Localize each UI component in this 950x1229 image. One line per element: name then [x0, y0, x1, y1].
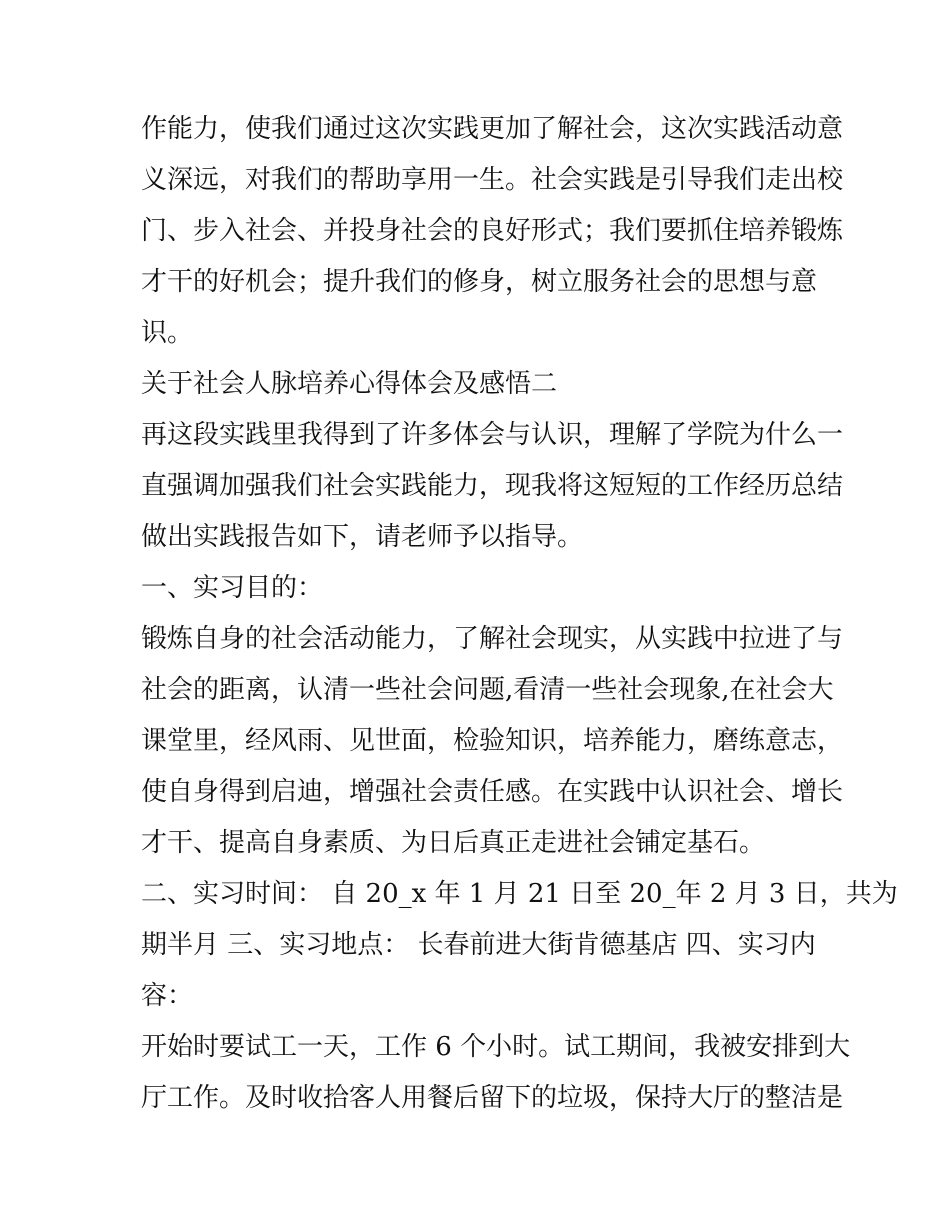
text-line: 识。 — [141, 318, 194, 348]
text-line: 社会的距离，认清一些社会问题,看清一些社会现象,在社会大 — [141, 675, 834, 705]
text-line: 做出实践报告如下，请老师予以指导。 — [141, 522, 584, 552]
section-heading: 关于社会人脉培养心得体会及感悟二 — [141, 369, 558, 399]
body-text — [141, 104, 898, 1124]
subheading-purpose: 一、实习目的： — [141, 573, 324, 603]
text-line: 课堂里，经风雨、见世面，检验知识，培养能力，磨练意志， — [141, 726, 844, 756]
text-line: 再这段实践里我得到了许多体会与认识，理解了学院为什么一 — [141, 420, 844, 450]
text-line: 义深远，对我们的帮助享用一生。社会实践是引导我们走出校 — [141, 165, 844, 195]
text-line: 直强调加强我们社会实践能力，现我将这短短的工作经历总结 — [141, 471, 844, 501]
text-line: 二、实习时间： 自 20_x 年 1 月 21 日至 20_年 2 月 3 日，共为 — [141, 879, 898, 909]
text-line: 厅工作。及时收拾客人用餐后留下的垃圾，保持大厅的整洁是 — [141, 1083, 844, 1113]
text-line: 使自身得到启迪，增强社会责任感。在实践中认识社会、增长 — [141, 777, 844, 807]
text-line: 作能力，使我们通过这次实践更加了解社会，这次实践活动意 — [141, 114, 844, 144]
text-line: 才干的好机会；提升我们的修身，树立服务社会的思想与意 — [141, 267, 818, 297]
text-line: 开始时要试工一天，工作 6 个小时。试工期间，我被安排到大 — [141, 1032, 851, 1062]
text-line: 期半月 三、实习地点： 长春前进大街肯德基店 四、实习内 — [141, 930, 816, 960]
text-line: 门、步入社会、并投身社会的良好形式；我们要抓住培养锻炼 — [141, 216, 844, 246]
text-line: 容： — [141, 981, 194, 1011]
text-line: 才干、提高自身素质、为日后真正走进社会铺定基石。 — [141, 828, 766, 858]
text-line: 锻炼自身的社会活动能力，了解社会现实，从实践中拉进了与 — [141, 624, 844, 654]
